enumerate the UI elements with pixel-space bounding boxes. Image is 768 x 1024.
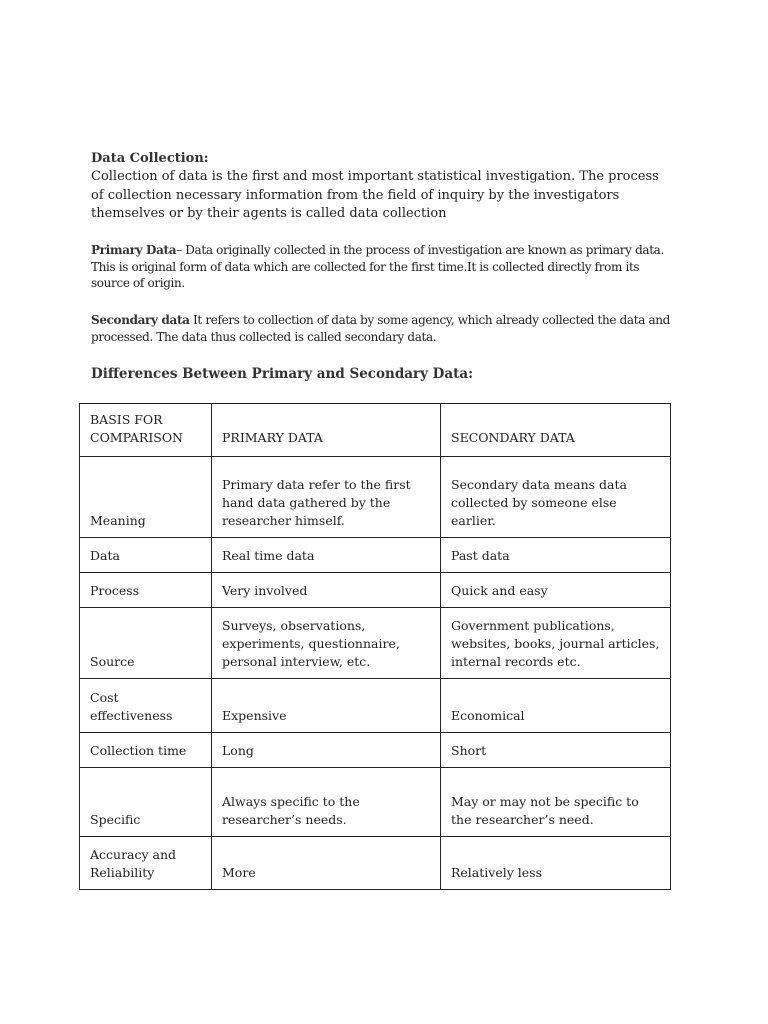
table-row bbox=[80, 608, 671, 679]
cell-secondary: May or may not be specific to the researcher’s need. bbox=[441, 768, 671, 837]
header-basis: BASIS FOR COMPARISON bbox=[80, 404, 212, 457]
cell-basis: Source bbox=[80, 608, 212, 679]
cell-basis: Data bbox=[80, 538, 212, 573]
cell-secondary: Quick and easy bbox=[441, 573, 671, 608]
primary-data-definition: – Data originally collected in the process of investigation are known as primary data. This is original form of data which are collected for the first time.It is collected directly from its source of origin. bbox=[91, 243, 664, 290]
cell-primary: Real time data bbox=[212, 538, 441, 573]
table-row bbox=[80, 768, 671, 837]
cell-basis: Collection time bbox=[80, 733, 212, 768]
table-row bbox=[80, 679, 671, 733]
cell-primary: Primary data refer to the first hand data gathered by the researcher himself. bbox=[212, 457, 441, 538]
table-header-row bbox=[80, 404, 671, 457]
cell-secondary: Economical bbox=[441, 679, 671, 733]
cell-basis: Specific bbox=[80, 768, 212, 837]
table-row bbox=[80, 457, 671, 538]
table-row bbox=[80, 837, 671, 890]
cell-primary: More bbox=[212, 837, 441, 890]
cell-basis: Process bbox=[80, 573, 212, 608]
primary-data-term: Primary Data bbox=[91, 243, 177, 257]
table-row bbox=[80, 573, 671, 608]
cell-basis: Cost effectiveness bbox=[80, 679, 212, 733]
cell-secondary: Government publications, websites, books, journal articles, internal records etc. bbox=[441, 608, 671, 679]
primary-data-paragraph bbox=[91, 242, 681, 292]
section-heading-data-collection: Data Collection: bbox=[91, 151, 209, 166]
cell-secondary: Past data bbox=[441, 538, 671, 573]
intro-paragraph: Collection of data is the first and most important statistical investigation. The process of collection necessary information from the field of inquiry by the investigators themselves or by their agents is called data collection bbox=[91, 169, 659, 221]
table-title: Differences Between Primary and Secondary Data: bbox=[91, 366, 474, 382]
cell-primary: Surveys, observations, experiments, questionnaire, personal interview, etc. bbox=[212, 608, 441, 679]
cell-primary: Always specific to the researcher’s needs. bbox=[212, 768, 441, 837]
cell-basis: Meaning bbox=[80, 457, 212, 538]
secondary-data-definition: It refers to collection of data by some agency, which already collected the data and processed. The data thus collected is called secondary data. bbox=[91, 313, 670, 344]
table-row bbox=[80, 538, 671, 573]
header-primary: PRIMARY DATA bbox=[212, 404, 441, 457]
cell-secondary: Short bbox=[441, 733, 671, 768]
cell-secondary: Relatively less bbox=[441, 837, 671, 890]
header-secondary: SECONDARY DATA bbox=[441, 404, 671, 457]
comparison-table bbox=[79, 403, 671, 890]
table-row bbox=[80, 733, 671, 768]
cell-basis: Accuracy and Reliability bbox=[80, 837, 212, 890]
secondary-data-term: Secondary data bbox=[91, 313, 190, 327]
cell-secondary: Secondary data means data collected by someone else earlier. bbox=[441, 457, 671, 538]
cell-primary: Expensive bbox=[212, 679, 441, 733]
secondary-data-paragraph bbox=[91, 312, 681, 345]
cell-primary: Very involved bbox=[212, 573, 441, 608]
cell-primary: Long bbox=[212, 733, 441, 768]
